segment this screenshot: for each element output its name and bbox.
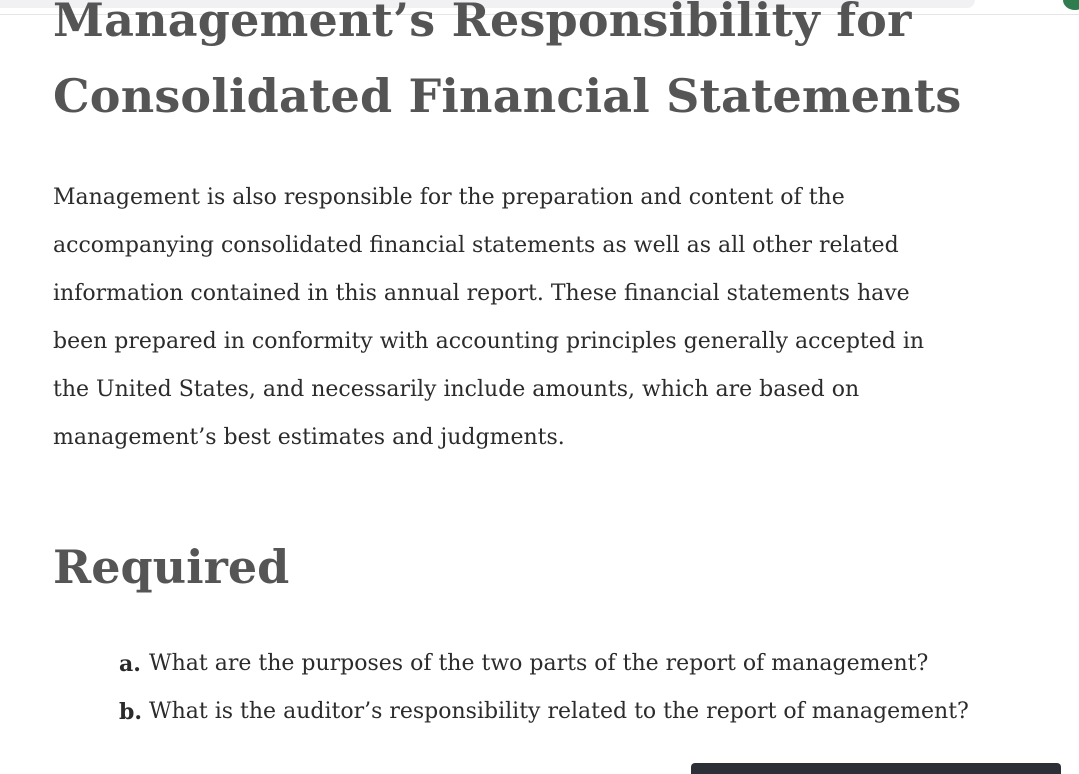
- bottom-panel-edge[interactable]: [691, 763, 1061, 774]
- question-b: [119, 688, 999, 736]
- paragraph-line: accompanying consolidated financial statements as well as all other related: [53, 233, 899, 258]
- question-marker: a.: [119, 651, 141, 677]
- paragraph-line: the United States, and necessarily include amounts, which are based on: [53, 377, 860, 402]
- paragraph-line: been prepared in conformity with accounting principles generally accepted in: [53, 329, 925, 354]
- section-title-line-2: Consolidated Financial Statements: [53, 69, 962, 123]
- section-title-line-1: Management’s Responsibility for: [53, 0, 912, 47]
- paragraph-line: management’s best estimates and judgments.: [53, 425, 565, 450]
- required-heading: Required: [53, 540, 290, 594]
- body-paragraph: [53, 174, 988, 462]
- question-marker: b.: [119, 699, 143, 725]
- corner-decoration: [1063, 0, 1079, 10]
- question-a: [119, 640, 999, 688]
- question-list: [119, 640, 999, 736]
- paragraph-line: information contained in this annual report. These financial statements have: [53, 281, 910, 306]
- question-text: What is the auditor’s responsibility related to the report of management?: [149, 699, 969, 724]
- section-title: [53, 0, 1013, 134]
- paragraph-line: Management is also responsible for the preparation and content of the: [53, 185, 845, 210]
- question-text: What are the purposes of the two parts of the report of management?: [149, 651, 929, 676]
